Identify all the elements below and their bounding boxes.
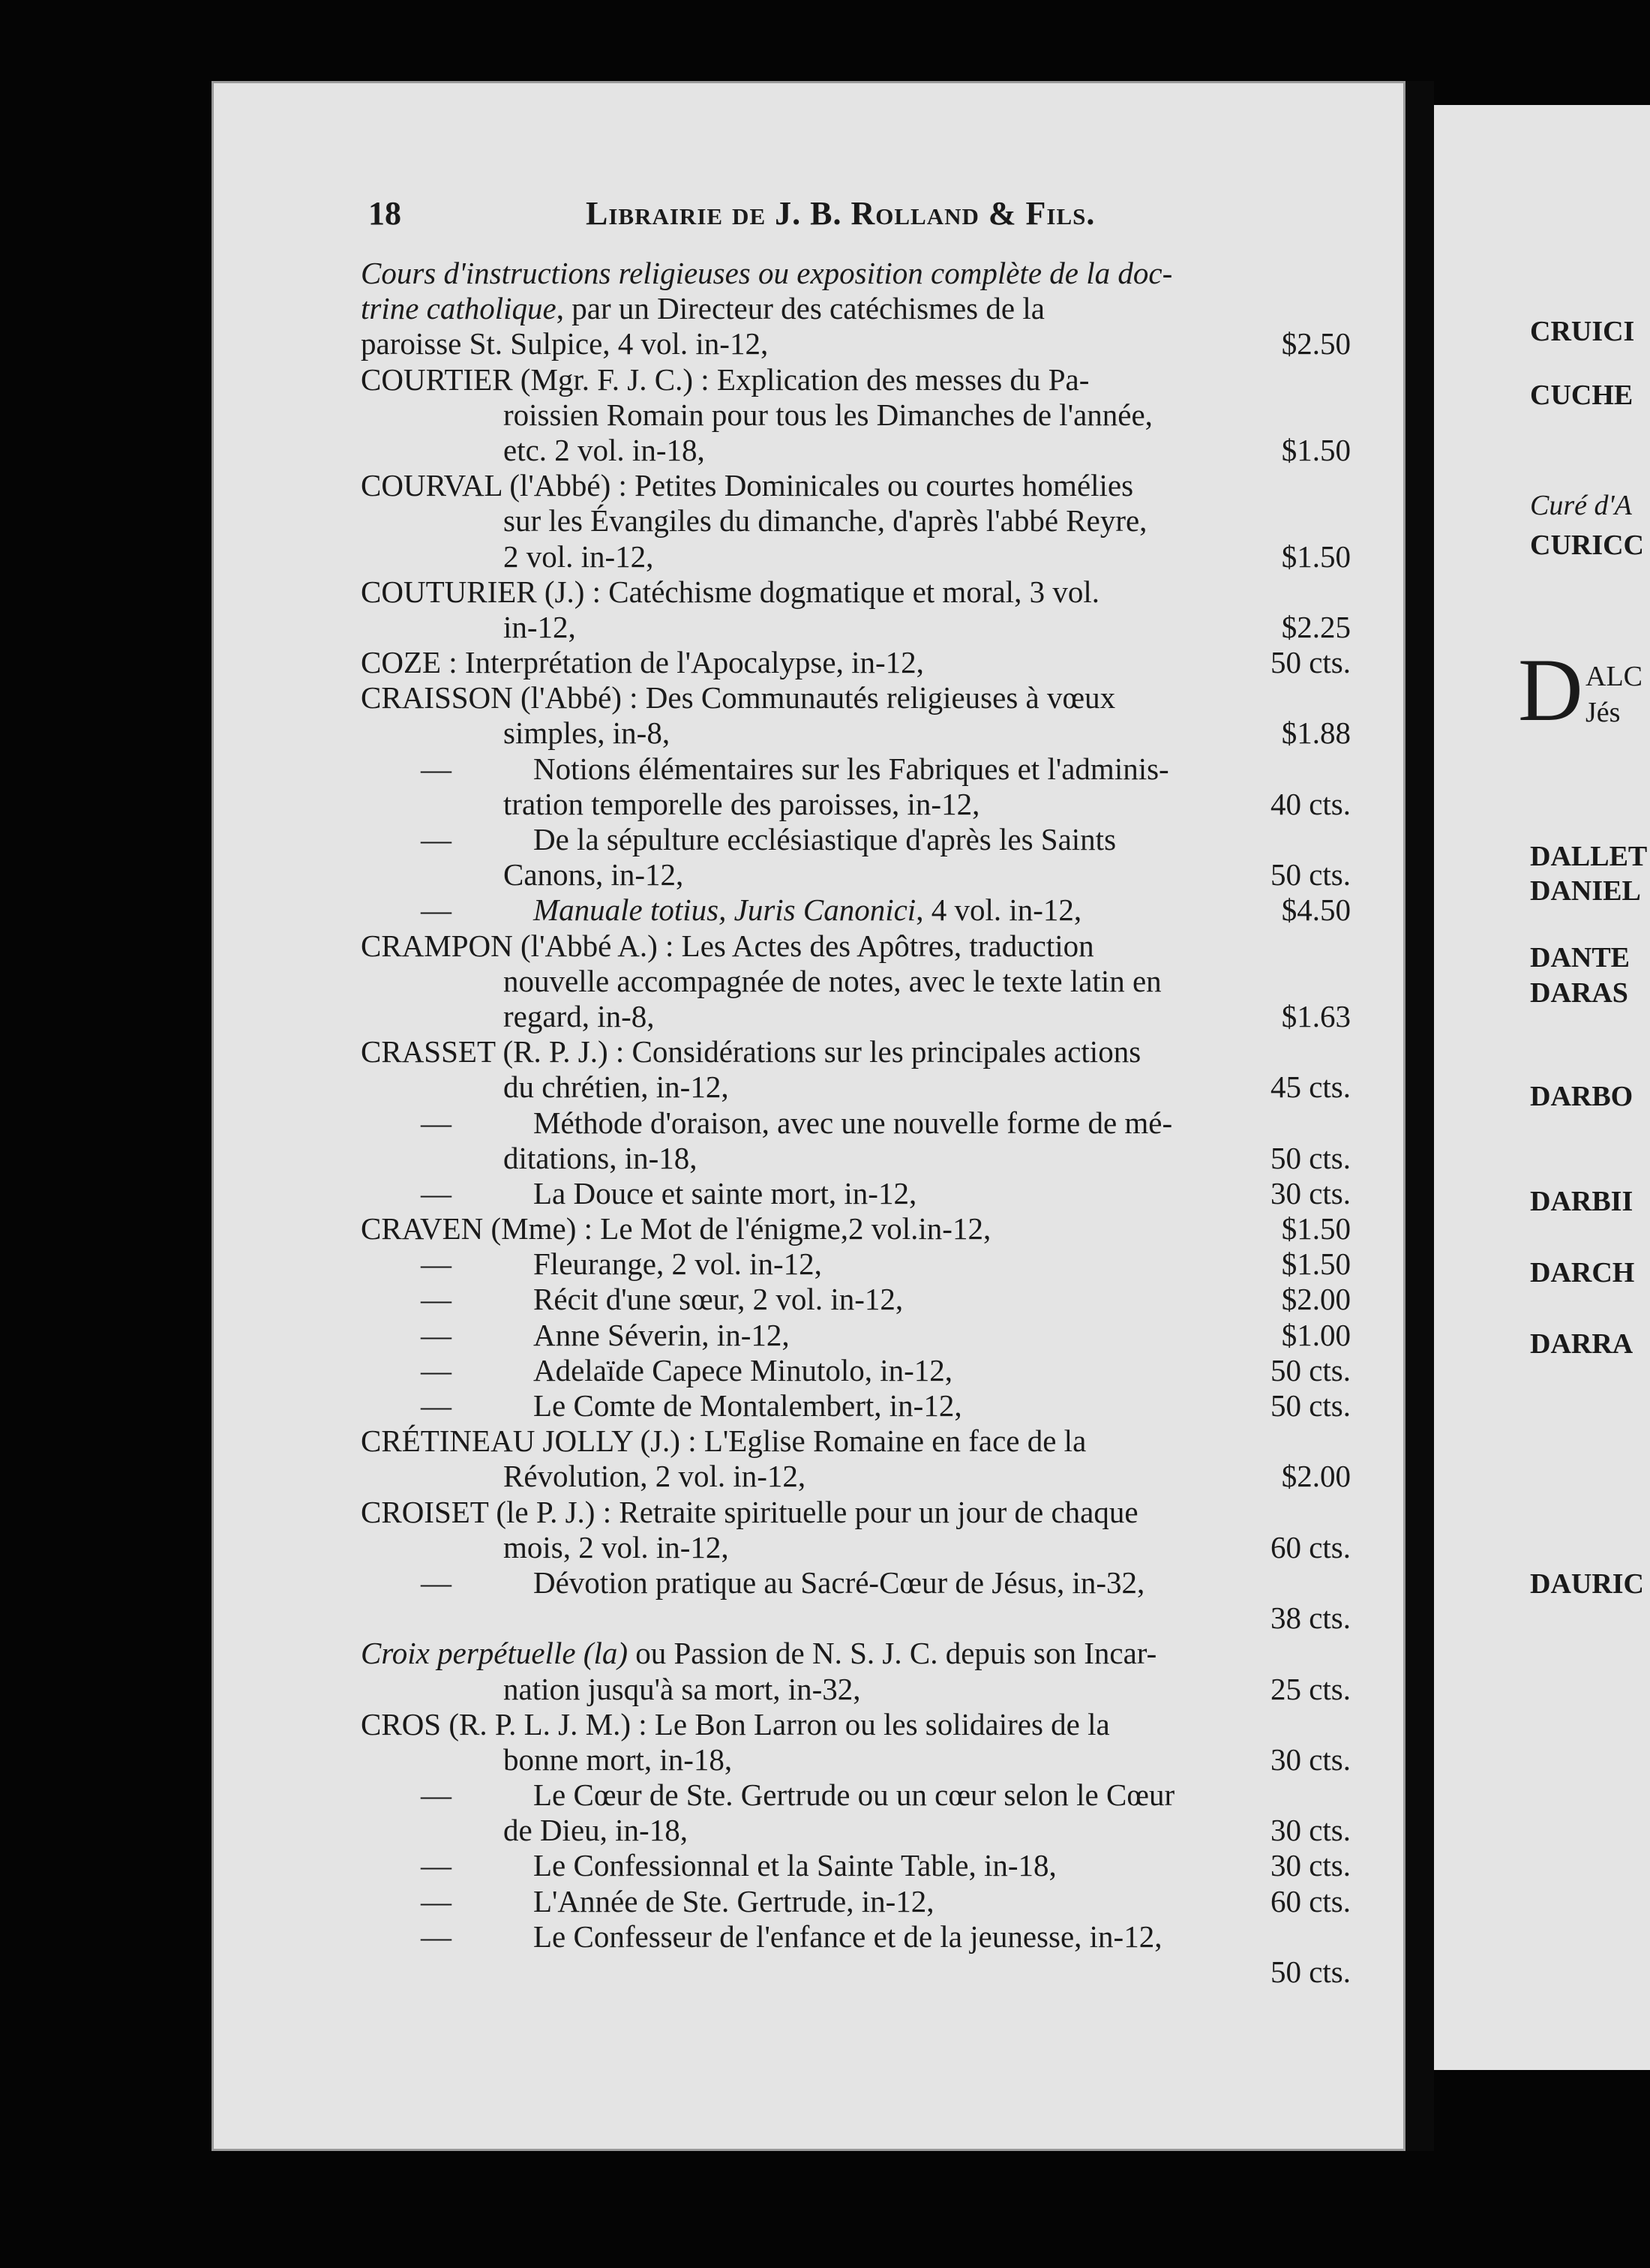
- facing-page-entry: CRUICI: [1530, 316, 1635, 347]
- entry-text: trine catholique, par un Directeur des catéchismes de la: [361, 291, 1045, 326]
- entry-text: Manuale totius, Juris Canonici, 4 vol. in-12,: [533, 892, 1082, 928]
- facing-page-entry: Curé d'A: [1530, 490, 1632, 521]
- entry-text: sur les Évangiles du dimanche, d'après l'abbé Reyre,: [503, 503, 1148, 538]
- drop-cap: D: [1518, 640, 1583, 740]
- facing-page-entry: DARCH: [1530, 1257, 1635, 1288]
- ditto-dash: —: [421, 1918, 452, 1954]
- entry-price: 30 cts.: [1270, 1742, 1351, 1777]
- entry-text: Adelaïde Capece Minutolo, in-12,: [533, 1352, 953, 1388]
- catalog-page: [212, 81, 1406, 2151]
- catalog-line: [361, 1353, 1351, 1388]
- catalog-line: [361, 610, 1351, 645]
- entry-text: 2 vol. in-12,: [503, 538, 654, 574]
- facing-page-entry: CUCHE: [1530, 380, 1634, 411]
- entry-price: 60 cts.: [1270, 1883, 1351, 1918]
- catalog-line: [361, 1034, 1351, 1070]
- ditto-dash: —: [421, 1848, 452, 1883]
- entry-text: Fleurange, 2 vol. in-12,: [533, 1246, 822, 1282]
- entry-text: nouvelle accompagnée de notes, avec le texte latin en: [503, 963, 1162, 998]
- catalog-line: [361, 291, 1351, 326]
- entry-text: regard, in-8,: [503, 998, 655, 1034]
- ditto-dash: —: [421, 1778, 452, 1813]
- catalog-line: [361, 999, 1351, 1034]
- entry-text: Canons, in-12,: [503, 857, 684, 892]
- catalog-line: [361, 468, 1351, 503]
- entry-text: de Dieu, in-18,: [503, 1813, 688, 1848]
- entry-text: Anne Séverin, in-12,: [533, 1317, 790, 1352]
- entry-text: CRAVEN (Mme) : Le Mot de l'énigme,2 vol.in-12,: [361, 1211, 992, 1246]
- facing-page-entry: DANIEL: [1530, 875, 1641, 907]
- entry-text: La Douce et sainte mort, in-12,: [533, 1175, 917, 1210]
- entry-text: mois, 2 vol. in-12,: [503, 1529, 729, 1564]
- catalog-line: [361, 1778, 1351, 1813]
- catalog-line: [361, 1246, 1351, 1282]
- entry-price: $1.88: [1281, 716, 1351, 751]
- facing-page-entry: DARRA: [1530, 1328, 1634, 1360]
- entry-text: CRASSET (R. P. J.) : Considérations sur les principales actions: [361, 1034, 1142, 1070]
- catalog-line: [361, 857, 1351, 892]
- page-title: Librairie de J. B. Rolland & Fils.: [586, 195, 1096, 232]
- entry-price: $1.50: [1281, 1211, 1351, 1246]
- catalog-line: [361, 1565, 1351, 1600]
- catalog-line: [361, 645, 1351, 680]
- entry-text: COURVAL (l'Abbé) : Petites Dominicales ou courtes homélies: [361, 468, 1134, 503]
- catalog-line: [361, 1636, 1351, 1671]
- ditto-dash: —: [421, 1282, 452, 1317]
- ditto-dash: —: [421, 1564, 452, 1600]
- page-header: [368, 194, 1343, 239]
- entry-price: 50 cts.: [1270, 1388, 1351, 1423]
- entry-price: $1.63: [1281, 998, 1351, 1034]
- entry-text: COURTIER (Mgr. F. J. C.) : Explication des messes du Pa-: [361, 362, 1090, 397]
- entry-text: CRAMPON (l'Abbé A.) : Les Actes des Apôtres, traduction: [361, 928, 1094, 963]
- catalog-line: [361, 1530, 1351, 1565]
- catalog-line: [361, 1813, 1351, 1848]
- entry-price: 50 cts.: [1270, 857, 1351, 892]
- facing-page-entry: DALLET: [1530, 841, 1648, 872]
- entry-price: 25 cts.: [1270, 1671, 1351, 1706]
- entry-price: 50 cts.: [1270, 645, 1351, 680]
- catalog-line: [361, 892, 1351, 928]
- entry-text: roissien Romain pour tous les Dimanches de l'année,: [503, 397, 1153, 432]
- ditto-dash: —: [421, 1175, 452, 1210]
- entry-price: $4.50: [1281, 892, 1351, 928]
- entry-text: nation jusqu'à sa mort, in-32,: [503, 1671, 861, 1706]
- catalog-line: [361, 1459, 1351, 1494]
- catalog-line: [361, 1388, 1351, 1424]
- facing-page-entry: DARBII: [1530, 1186, 1634, 1217]
- ditto-dash: —: [421, 1246, 452, 1282]
- catalog-line: [361, 1672, 1351, 1707]
- catalog-line: [361, 1848, 1351, 1883]
- entry-text: paroisse St. Sulpice, 4 vol. in-12,: [361, 326, 769, 362]
- facing-page: [1434, 105, 1650, 2070]
- catalog-line: [361, 574, 1351, 610]
- entry-text: Cours d'instructions religieuses ou exposition complète de la doc-: [361, 256, 1173, 290]
- entry-price: 50 cts.: [1270, 1352, 1351, 1388]
- entry-text: Croix perpétuelle (la) ou Passion de N. S. J. C. depuis son Incar-: [361, 1636, 1157, 1671]
- ditto-dash: —: [421, 1883, 452, 1918]
- entry-price: $2.50: [1281, 326, 1351, 362]
- catalog-line: [361, 822, 1351, 857]
- entry-text: Le Confesseur de l'enfance et de la jeunesse, in-12,: [533, 1918, 1162, 1954]
- ditto-dash: —: [421, 1352, 452, 1388]
- entry-price: $1.00: [1281, 1317, 1351, 1352]
- catalog-line: [361, 1954, 1351, 1990]
- entry-text: Le Cœur de Ste. Gertrude ou un cœur selon le Cœur: [533, 1778, 1175, 1813]
- entry-price: $2.25: [1281, 609, 1351, 644]
- entry-text: Le Comte de Montalembert, in-12,: [533, 1388, 962, 1423]
- entry-text: CROS (R. P. L. J. M.) : Le Bon Larron ou les solidaires de la: [361, 1706, 1110, 1742]
- entry-text: CROISET (le P. J.) : Retraite spirituelle pour un jour de chaque: [361, 1494, 1138, 1529]
- catalog-line: [361, 716, 1351, 751]
- entry-text: tration temporelle des paroisses, in-12,: [503, 786, 980, 821]
- catalog-line: [361, 752, 1351, 787]
- entry-price: 38 cts.: [1270, 1600, 1351, 1636]
- entry-price: 30 cts.: [1270, 1813, 1351, 1848]
- entry-text: bonne mort, in-18,: [503, 1742, 733, 1777]
- catalog-line: [361, 503, 1351, 538]
- entry-price: 45 cts.: [1270, 1070, 1351, 1105]
- entry-price: $1.50: [1281, 1246, 1351, 1282]
- entry-text: Le Confessionnal et la Sainte Table, in-18,: [533, 1848, 1057, 1883]
- entry-text: simples, in-8,: [503, 716, 670, 751]
- catalog-line: [361, 1919, 1351, 1954]
- catalog-line: [361, 539, 1351, 574]
- entry-text: Méthode d'oraison, avec une nouvelle forme de mé-: [533, 1105, 1173, 1140]
- catalog-line: [361, 964, 1351, 999]
- entry-text: Récit d'une sœur, 2 vol. in-12,: [533, 1282, 904, 1317]
- catalog-line: [361, 1884, 1351, 1919]
- ditto-dash: —: [421, 751, 452, 786]
- entry-price: 50 cts.: [1270, 1954, 1351, 1989]
- facing-page-entry: CURICC: [1530, 530, 1644, 561]
- catalog-line: [361, 1141, 1351, 1176]
- facing-page-entry: DARAS: [1530, 977, 1628, 1009]
- entry-text: COUTURIER (J.) : Catéchisme dogmatique et moral, 3 vol.: [361, 574, 1100, 609]
- facing-page-entry: DAURIC: [1530, 1568, 1644, 1600]
- catalog-line: [361, 433, 1351, 468]
- catalog-line: [361, 1707, 1351, 1742]
- entry-price: $1.50: [1281, 432, 1351, 467]
- catalog-line: [361, 680, 1351, 716]
- entry-price: 30 cts.: [1270, 1175, 1351, 1210]
- entry-price: $2.00: [1281, 1282, 1351, 1317]
- catalog-line: [361, 256, 1351, 291]
- entry-text: in-12,: [503, 609, 576, 644]
- entry-price: 60 cts.: [1270, 1529, 1351, 1564]
- entry-text: Notions élémentaires sur les Fabriques et l'adminis-: [533, 751, 1169, 786]
- entry-price: $2.00: [1281, 1459, 1351, 1494]
- catalog-line: [361, 362, 1351, 398]
- entry-text: L'Année de Ste. Gertrude, in-12,: [533, 1883, 934, 1918]
- catalog-line: [361, 326, 1351, 362]
- catalog-line: [361, 787, 1351, 822]
- ditto-dash: —: [421, 892, 452, 928]
- catalog-line: [361, 1070, 1351, 1105]
- entry-price: $1.50: [1281, 538, 1351, 574]
- entry-price: 50 cts.: [1270, 1140, 1351, 1175]
- catalog-entries: [361, 256, 1351, 1990]
- facing-page-entry: ALC: [1586, 661, 1642, 692]
- entry-text: Dévotion pratique au Sacré-Cœur de Jésus, in-32,: [533, 1564, 1145, 1600]
- entry-text: CRAISSON (l'Abbé) : Des Communautés religieuses à vœux: [361, 680, 1116, 716]
- catalog-line: [361, 928, 1351, 964]
- catalog-line: [361, 1318, 1351, 1353]
- catalog-line: [361, 398, 1351, 433]
- catalog-line: [361, 1600, 1351, 1636]
- catalog-line: [361, 1176, 1351, 1211]
- facing-page-entry: Jés: [1586, 697, 1621, 728]
- catalog-line: [361, 1211, 1351, 1246]
- ditto-dash: —: [421, 1317, 452, 1352]
- catalog-line: [361, 1495, 1351, 1530]
- entry-text: De la sépulture ecclésiastique d'après les Saints: [533, 822, 1117, 856]
- ditto-dash: —: [421, 1388, 452, 1423]
- catalog-line: [361, 1424, 1351, 1459]
- entry-price: 30 cts.: [1270, 1848, 1351, 1883]
- catalog-line: [361, 1282, 1351, 1317]
- facing-page-entry: DARBO: [1530, 1081, 1634, 1112]
- entry-price: 40 cts.: [1270, 786, 1351, 821]
- entry-text: CRÉTINEAU JOLLY (J.) : L'Eglise Romaine en face de la: [361, 1424, 1087, 1459]
- ditto-dash: —: [421, 822, 452, 856]
- entry-text: du chrétien, in-12,: [503, 1070, 729, 1105]
- catalog-line: [361, 1106, 1351, 1141]
- facing-page-entry: DANTE: [1530, 942, 1630, 974]
- entry-text: etc. 2 vol. in-18,: [503, 432, 705, 467]
- catalog-line: [361, 1742, 1351, 1778]
- entry-text: COZE : Interprétation de l'Apocalypse, in-12,: [361, 645, 924, 680]
- ditto-dash: —: [421, 1105, 452, 1140]
- entry-text: ditations, in-18,: [503, 1140, 698, 1175]
- book-gutter: [1406, 81, 1434, 2151]
- entry-text: Révolution, 2 vol. in-12,: [503, 1459, 806, 1494]
- page-number: 18: [368, 195, 401, 232]
